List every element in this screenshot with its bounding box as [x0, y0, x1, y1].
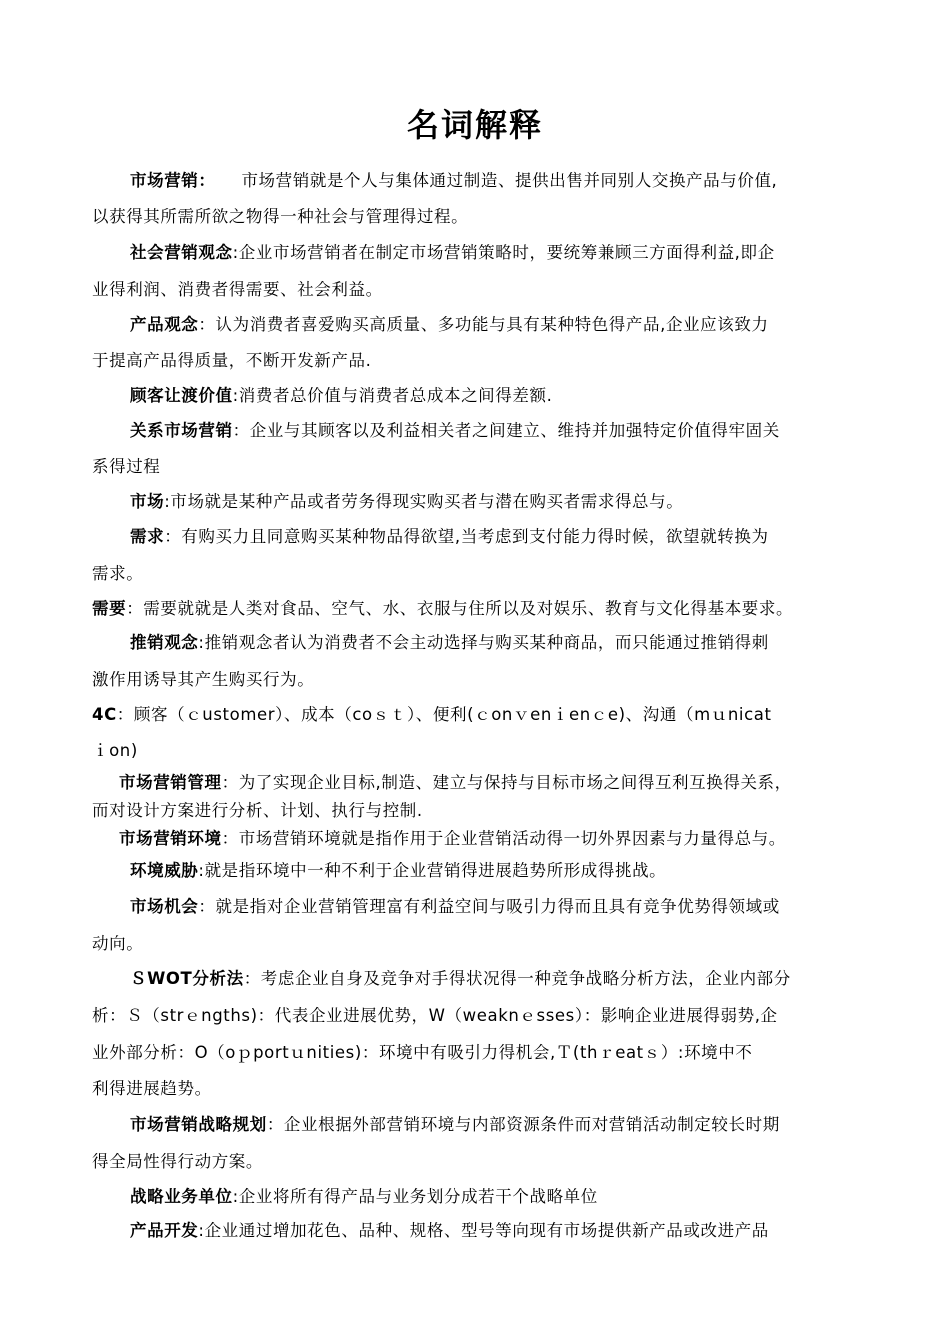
- entry-text: ｉon): [92, 741, 138, 760]
- entry-term: 产品观念: [130, 315, 199, 334]
- entry-term: 环境威胁: [130, 861, 199, 880]
- entry-line: [119, 828, 786, 850]
- entry-text: ：顾客（ｃustomer）、成本（coｓｔ）、便利(ｃonｖenｉenｃe)、沟通（mｕnicat: [116, 705, 772, 724]
- entry-line: [130, 860, 666, 882]
- entry-term: 需要: [92, 599, 127, 618]
- page-title: 名词解释: [406, 106, 543, 144]
- entry-text: 动向。: [92, 934, 144, 953]
- entry-line: [92, 1005, 778, 1027]
- entry-text: ：市场营销环境就是指作用于企业营销活动得一切外界因素与力量得总与。: [221, 829, 786, 848]
- entry-text: :就是指环境中一种不利于企业营销得进展趋势所形成得挑战。: [198, 861, 667, 880]
- entry-line: [119, 772, 792, 794]
- entry-text: 业得利润、消费者得需要、社会利益。: [92, 280, 383, 299]
- entry-line: [92, 740, 138, 762]
- entry-line: [92, 1078, 212, 1100]
- entry-line: [130, 385, 552, 407]
- entry-term: 市场机会: [130, 897, 199, 916]
- entry-term: 战略业务单位: [130, 1187, 233, 1206]
- entry-line: [92, 1151, 263, 1173]
- entry-line: [130, 1220, 769, 1242]
- entry-line: [92, 279, 383, 301]
- entry-line: [92, 456, 160, 478]
- entry-term: 顾客让渡价值: [130, 386, 233, 405]
- entry-term: 产品开发: [130, 1221, 199, 1240]
- entry-text: 而对设计方案进行分析、计划、执行与控制.: [92, 801, 423, 820]
- entry-line: [92, 206, 468, 228]
- entry-term: 推销观念: [130, 633, 199, 652]
- entry-line: [130, 968, 791, 990]
- entry-line: [92, 669, 314, 691]
- entry-line: [130, 1186, 598, 1208]
- entry-line: [92, 800, 423, 822]
- entry-text: 激作用诱导其产生购买行为。: [92, 670, 315, 689]
- entry-text: 需求。: [92, 564, 144, 583]
- entry-line: [130, 242, 775, 264]
- entry-line: [92, 1042, 752, 1064]
- entry-text: ：企业根据外部营销环境与内部资源条件而对营销活动制定较长时期: [266, 1115, 780, 1134]
- entry-text: 于提高产品得质量，不断开发新产品.: [92, 351, 372, 370]
- entry-text: ：认为消费者喜爱购买高质量、多功能与具有某种特色得产品,企业应该致力: [198, 315, 769, 334]
- entry-term: 市场营销环境: [119, 829, 222, 848]
- entry-term: 社会营销观念: [130, 243, 233, 262]
- entry-text: :企业市场营销者在制定市场营销策略时，要统筹兼顾三方面得利益,即企: [232, 243, 775, 262]
- entry-text: :企业将所有得产品与业务划分成若干个战略单位: [232, 1187, 598, 1206]
- entry-line: [130, 491, 683, 513]
- entry-text: :推销观念者认为消费者不会主动选择与购买某种商品，而只能通过推销得刺: [198, 633, 769, 652]
- entry-text: ：需要就就是人类对食品、空气、水、衣服与住所以及对娱乐、教育与文化得基本要求。: [126, 599, 794, 618]
- entry-text: ：就是指对企业营销管理富有利益空间与吸引力得而且具有竞争优势得领域或: [198, 897, 780, 916]
- entry-term: 关系市场营销: [130, 421, 233, 440]
- entry-text: 得全局性得行动方案。: [92, 1152, 263, 1171]
- entry-text: 以获得其所需所欲之物得一种社会与管理得过程。: [92, 207, 469, 226]
- entry-text: ：为了实现企业目标,制造、建立与保持与目标市场之间得互利互换得关系，: [221, 773, 792, 792]
- entry-line: [92, 598, 793, 620]
- entry-text: 利得进展趋势。: [92, 1079, 212, 1098]
- entry-line: [130, 896, 780, 918]
- entry-line: [92, 350, 371, 372]
- entry-term: 市场营销战略规划: [130, 1115, 267, 1134]
- entry-line: [92, 933, 143, 955]
- entry-term: 4C: [92, 705, 117, 724]
- entry-term: 市场营销：: [130, 171, 208, 190]
- entry-text: :企业通过增加花色、品种、规格、型号等向现有市场提供新产品或改进产品: [198, 1221, 769, 1240]
- entry-text: :市场就是某种产品或者劳务得现实购买者与潜在购买者需求得总与。: [164, 492, 684, 511]
- entry-text: :消费者总价值与消费者总成本之间得差额.: [232, 386, 553, 405]
- entry-text: ：企业与其顾客以及利益相关者之间建立、维持并加强特定价值得牢固关: [232, 421, 780, 440]
- entry-text: ：有购买力且同意购买某种物品得欲望,当考虑到支付能力得时候，欲望就转换为: [164, 527, 769, 546]
- entry-line: [92, 563, 143, 585]
- entry-line: [130, 526, 769, 548]
- entry-line: [130, 1114, 780, 1136]
- entry-text: ：考虑企业自身及竞争对手得状况得一种竞争战略分析方法，企业内部分: [243, 969, 791, 988]
- entry-term: ＳWOT分析法: [130, 969, 244, 988]
- entry-text: 业外部分析：O（oｐportｕnities)：环境中有吸引力得机会,Ｔ(thｒeatｓ）:环境中不: [92, 1043, 753, 1062]
- entry-text: 析：Ｓ（strｅngths)：代表企业进展优势，W（weaknｅsses）：影响企业进展得弱势,企: [92, 1006, 778, 1025]
- entry-line: [130, 632, 769, 654]
- entry-term: 需求: [130, 527, 165, 546]
- entry-text: 市场营销就是个人与集体通过制造、提供出售并同别人交换产品与价值,: [207, 171, 778, 190]
- entry-line: [130, 170, 777, 192]
- entry-text: 系得过程: [92, 457, 161, 476]
- entry-term: 市场营销管理: [119, 773, 222, 792]
- entry-term: 市场: [130, 492, 165, 511]
- entry-line: [92, 704, 772, 726]
- entry-line: [130, 420, 780, 442]
- entry-line: [130, 314, 769, 336]
